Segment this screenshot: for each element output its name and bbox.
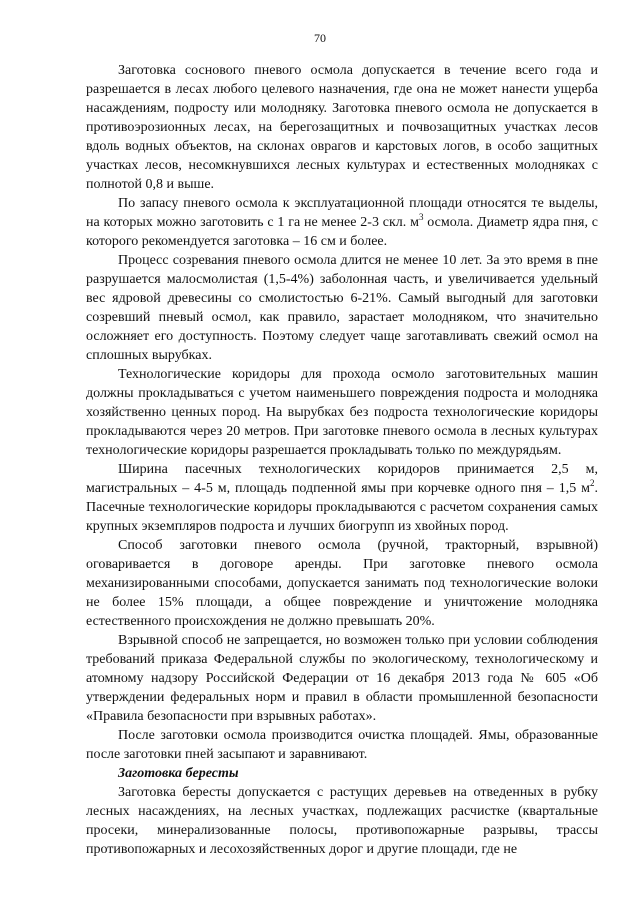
document-body <box>86 61 598 859</box>
paragraph-tech-corridors: Технологические коридоры для прохода осмоло заготовительных машин должны прокладываться с учетом наименьшего повреждения подроста и молодняка хозяйственно ценных пород. На вырубках без подроста технологические коридоры прокладываются через 20 метров. При заготовке пневого осмола в лесных культурах технологические коридоры разрешается прокладывать только по междурядьям. <box>86 367 598 458</box>
paragraph-site-cleanup: После заготовки осмола производится очистка площадей. Ямы, образованные после заготовки пней засыпают и заравнивают. <box>86 728 598 762</box>
paragraph-resin-stock <box>86 194 598 251</box>
superscript: 3 <box>418 212 424 222</box>
paragraph-explosive-method: Взрывной способ не запрещается, но возможен только при условии соблюдения требований приказа Федеральной службы по экологическому, технологическому и атомному надзору Российской Федерации от 16 декабря 2013 года № 605 «Об утверждении федеральных норм и правил в области промышленной безопасности «Правила безопасности при взрывных работах». <box>86 633 598 724</box>
paragraph-text: . Пасечные технологические коридоры прокладываются с расчетом сохранения самых крупных экземпляров подроста и лучших биогрупп из хвойных пород. <box>86 481 598 534</box>
page-number: 70 <box>314 31 326 45</box>
paragraph-text: По запасу пневого осмола к эксплуатационной площади относятся те выделы, на которых можно заготовить с 1 га не менее 2-3 скл. м <box>86 196 598 230</box>
paragraph-birch-bark: Заготовка бересты допускается с растущих деревьев на отведенных в рубку лесных насаждениях, на лесных участках, подлежащих расчистке (квартальные просеки, минерализованные полосы, противопожарные разрывы, трассы противопожарных и лесохозяйственных дорог и другие площади, где не <box>86 785 598 857</box>
paragraph-text: осмола. Диаметр ядра пня, с которого рекомендуется заготовка – 16 см и более. <box>86 215 598 249</box>
paragraph-maturation: Процесс созревания пневого осмола длится не менее 10 лет. За это время в пне разрушается малосмолистая (1,5-4%) заболонная часть, и увеличивается удельный вес ядровой древесины со смолистостью 6-21%. Самый выгодный для заготовки созревший пневый осмол, как правило, зарастает молодняком, что значительно осложняет его доступность. Поэтому следует чаще заготавливать свежий осмол на сплошных вырубках. <box>86 253 598 363</box>
superscript: 2 <box>590 478 595 488</box>
paragraph-corridor-width <box>86 460 598 536</box>
paragraph-pine-resin-rules: Заготовка соснового пневого осмола допускается в течение всего года и разрешается в лесах любого целевого назначения, где она не может нанести ущерба насаждениям, подросту или молодняку. Заготовка пневого осмола не допускается в противоэрозионных лесах, на берегозащитных и почвозащитных участках лесов вдоль водных объектов, на склонах оврагов и карстовых логов, в особо защитных участках лесов, несомкнувшихся лесных культурах и естественных молодняках с полнотой 0,8 и выше. <box>86 63 598 192</box>
paragraph-harvest-method: Способ заготовки пневого осмола (ручной, тракторный, взрывной) оговаривается в договоре аренды. При заготовке пневого осмола механизированными способами, допускается занимать под технологические волоки не более 15% площади, а общее повреждение и уничтожение молодняка естественного происхождения не должно превышать 20%. <box>86 538 598 629</box>
paragraph-text: Ширина пасечных технологических коридоров принимается 2,5 м, магистральных – 4-5 м, площадь подпенной ямы при корчевке одного пня – 1,5 м <box>86 462 598 496</box>
section-heading: Заготовка бересты <box>118 766 239 781</box>
